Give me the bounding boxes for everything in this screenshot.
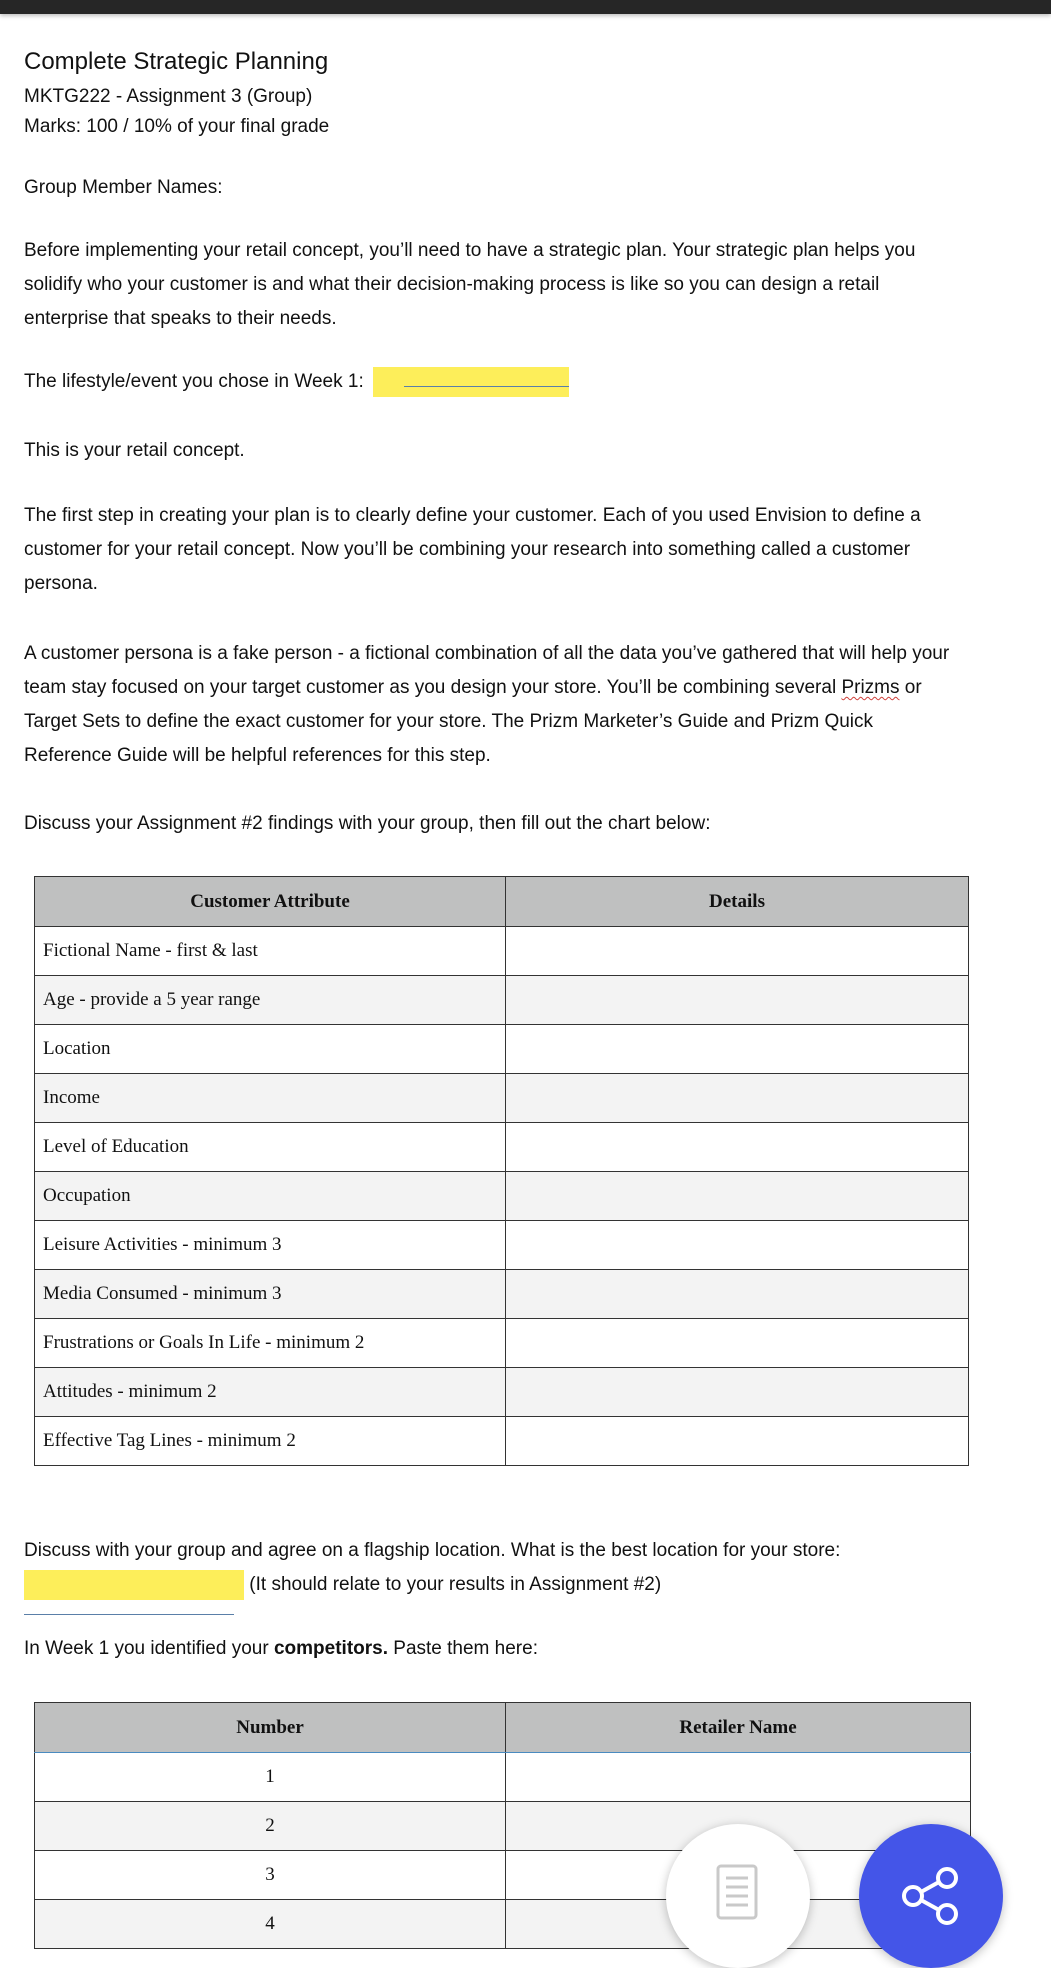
table-row (35, 1025, 969, 1074)
table-row (35, 1172, 969, 1221)
details-cell[interactable] (506, 1417, 969, 1466)
retail-concept-line: This is your retail concept. (24, 440, 245, 461)
retailer-cell[interactable] (506, 1753, 971, 1802)
details-cell[interactable] (506, 1074, 969, 1123)
persona-text-1: A customer persona is a fake person - a fictional combination of all the data you’ve gathered that will help your team stay focused on your target customer as you design your store. You’ll be combining several (24, 643, 950, 698)
lifestyle-answer-field[interactable] (373, 367, 569, 397)
attribute-cell: Location (35, 1025, 506, 1074)
table-row (35, 927, 969, 976)
persona-table (34, 876, 969, 1466)
table-row (35, 1319, 969, 1368)
course-code: MKTG222 - Assignment 3 (Group) (24, 86, 313, 107)
flagship-note: (It should relate to your results in Assignment #2) (249, 1574, 662, 1595)
details-cell[interactable] (506, 1368, 969, 1417)
table-row (35, 1368, 969, 1417)
details-cell[interactable] (506, 1221, 969, 1270)
table-row (35, 1417, 969, 1466)
flagship-paragraph (24, 1534, 964, 1602)
intro-paragraph: Before implementing your retail concept, you’ll need to have a strategic plan. Your strategic plan helps you solidify who your customer is and what their decision-making process is like so you can design a retail enterprise that speaks to their needs. (24, 240, 916, 329)
table-row (35, 1074, 969, 1123)
details-cell[interactable] (506, 1172, 969, 1221)
top-app-bar (0, 0, 1051, 14)
attribute-cell: Age - provide a 5 year range (35, 976, 506, 1025)
attribute-cell: Attitudes - minimum 2 (35, 1368, 506, 1417)
table-header-row (35, 1703, 971, 1753)
attribute-cell: Media Consumed - minimum 3 (35, 1270, 506, 1319)
attribute-cell: Leisure Activities - minimum 3 (35, 1221, 506, 1270)
details-cell[interactable] (506, 1123, 969, 1172)
document-title: Complete Strategic Planning (24, 48, 329, 75)
lifestyle-line (24, 367, 569, 397)
share-button[interactable] (859, 1824, 1003, 1968)
attribute-cell: Occupation (35, 1172, 506, 1221)
details-cell[interactable] (506, 1319, 969, 1368)
header-number: Number (35, 1703, 506, 1753)
details-cell[interactable] (506, 1025, 969, 1074)
number-cell: 2 (35, 1802, 506, 1851)
first-step-paragraph: The first step in creating your plan is to clearly define your customer. Each of you used Envision to define a customer for your retail concept. Now you’ll be combining your research into something called a customer persona. (24, 505, 921, 594)
discuss-findings-line: Discuss your Assignment #2 findings with your group, then fill out the chart below: (24, 813, 711, 834)
table-row (35, 1221, 969, 1270)
table-row (35, 1900, 971, 1949)
number-cell: 1 (35, 1753, 506, 1802)
competitors-prefix: In Week 1 you identified your (24, 1638, 274, 1659)
document-button[interactable] (666, 1824, 810, 1968)
table-row (35, 1851, 971, 1900)
number-cell: 3 (35, 1851, 506, 1900)
attribute-cell: Frustrations or Goals In Life - minimum 2 (35, 1319, 506, 1368)
group-members-label: Group Member Names: (24, 177, 223, 198)
competitors-suffix: Paste them here: (388, 1638, 538, 1659)
attribute-cell: Level of Education (35, 1123, 506, 1172)
details-cell[interactable] (506, 927, 969, 976)
header-details: Details (506, 877, 969, 927)
competitor-table (34, 1702, 971, 1949)
details-cell[interactable] (506, 976, 969, 1025)
table-row (35, 1753, 971, 1802)
lifestyle-label: The lifestyle/event you chose in Week 1: (24, 371, 364, 393)
misspelled-word: Prizms (841, 677, 900, 698)
attribute-cell: Income (35, 1074, 506, 1123)
table-header-row (35, 877, 969, 927)
document-icon (714, 1862, 760, 1922)
table-row (35, 1123, 969, 1172)
competitors-line (24, 1638, 538, 1660)
persona-paragraph (24, 637, 964, 773)
header-retailer-name: Retailer Name (506, 1703, 971, 1753)
attribute-cell: Effective Tag Lines - minimum 2 (35, 1417, 506, 1466)
attribute-cell: Fictional Name - first & last (35, 927, 506, 976)
flagship-question: Discuss with your group and agree on a flagship location. What is the best location for your store: (24, 1540, 841, 1561)
table-row (35, 976, 969, 1025)
header-customer-attribute: Customer Attribute (35, 877, 506, 927)
number-cell: 4 (35, 1900, 506, 1949)
competitors-bold: competitors. (273, 1638, 388, 1659)
table-row (35, 1802, 971, 1851)
persona-text-2: or Target Sets to define the exact customer for your store. The Prizm Marketer’s Guide and Prizm Quick Reference Guide will be helpful references for this step. (24, 677, 922, 766)
details-cell[interactable] (506, 1270, 969, 1319)
flagship-answer-field[interactable] (24, 1570, 244, 1600)
table-row (35, 1270, 969, 1319)
marks-line: Marks: 100 / 10% of your final grade (24, 116, 330, 137)
